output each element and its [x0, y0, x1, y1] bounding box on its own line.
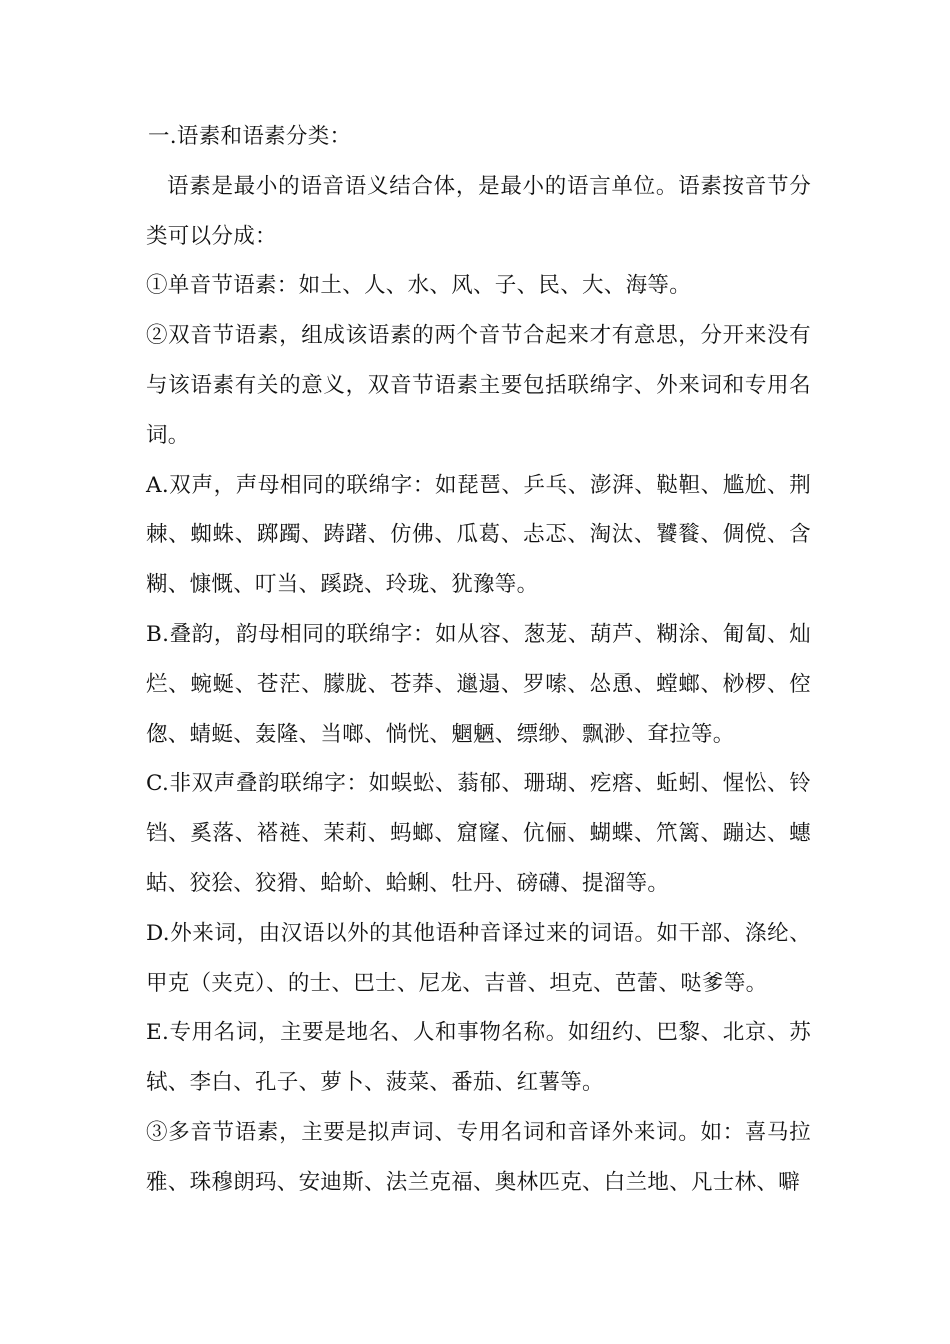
- document-body: [146, 112, 811, 1208]
- paragraph-non-alliterative: C.非双声叠韵联绵字：如蜈蚣、蓊郁、珊瑚、疙瘩、蚯蚓、惺忪、铃铛、奚落、褡裢、茉莉、蚂螂、窟窿、伉俪、蝴蝶、笊篱、蹦达、蟪蛄、狡狯、狡猾、蛤蚧、蛤蜊、牡丹、磅礴、提溜等。: [146, 771, 811, 896]
- paragraph-intro: 语素是最小的语音语义结合体，是最小的语言单位。语素按音节分类可以分成：: [146, 173, 811, 249]
- paragraph-monosyllabic: ①单音节语素：如土、人、水、风、子、民、大、海等。: [146, 273, 692, 299]
- paragraph-polysyllabic: ③多音节语素，主要是拟声词、专用名词和音译外来词。如：喜马拉雅、珠穆朗玛、安迪斯、法兰克福、奥林匹克、白兰地、凡士林、噼: [146, 1119, 811, 1195]
- paragraph-proper-nouns: E.专用名词，主要是地名、人和事物名称。如纽约、巴黎、北京、苏轼、李白、孔子、萝卜、菠菜、番茄、红薯等。: [146, 1020, 811, 1096]
- paragraph-alliteration: A.双声，声母相同的联绵字：如琵琶、乒乓、澎湃、鞑靼、尴尬、荆棘、蜘蛛、踯躅、踌躇、仿佛、瓜葛、忐忑、淘汰、饕餮、倜傥、含糊、慷慨、叮当、蹊跷、玲珑、犹豫等。: [146, 472, 811, 598]
- paragraph-rhyme: B.叠韵，韵母相同的联绵字：如从容、葱茏、葫芦、糊涂、匍匐、灿烂、蜿蜒、苍茫、朦胧、苍莽、邋遢、罗嗦、怂恿、螳螂、桫椤、倥偬、蜻蜓、轰隆、当啷、惝恍、魍魉、缥缈、飘渺、耷拉等。: [146, 621, 811, 747]
- paragraph-loanwords: D.外来词，由汉语以外的其他语种音译过来的词语。如干部、涤纶、甲克（夹克）、的士、巴士、尼龙、吉普、坦克、芭蕾、哒爹等。: [146, 920, 811, 996]
- paragraph-disyllabic: ②双音节语素，组成该语素的两个音节合起来才有意思，分开来没有与该语素有关的意义，双音节语素主要包括联绵字、外来词和专用名词。: [146, 323, 811, 448]
- section-heading: 一.语素和语素分类：: [148, 124, 352, 149]
